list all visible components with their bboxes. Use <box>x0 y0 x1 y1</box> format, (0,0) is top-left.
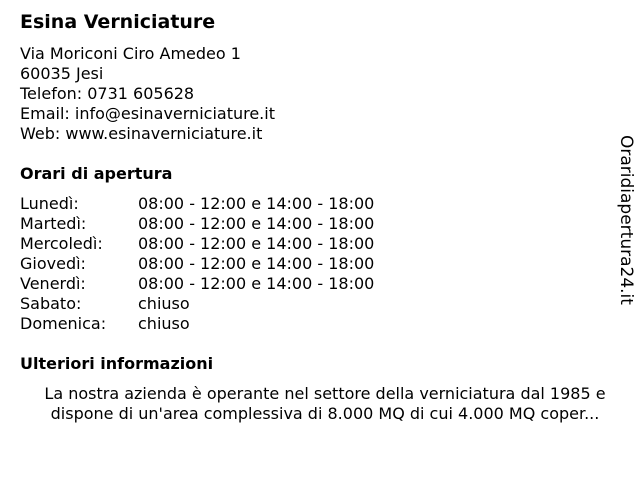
phone-line: Telefon: 0731 605628 <box>20 84 195 103</box>
site-watermark <box>612 135 638 311</box>
time-value: 08:00 - 12:00 e 14:00 - 18:00 <box>138 274 375 293</box>
description-line-1: La nostra azienda è operante nel settore della verniciatura dal 1985 e <box>44 384 606 403</box>
day-label: Lunedì: <box>20 194 79 213</box>
time-value: 08:00 - 12:00 e 14:00 - 18:00 <box>138 194 375 213</box>
web-line: Web: www.esinaverniciature.it <box>20 124 263 143</box>
info-heading: Ulteriori informazioni <box>20 354 214 373</box>
description-line-2: dispone di un'area complessiva di 8.000 MQ di cui 4.000 MQ coper... <box>50 404 600 423</box>
business-name: Esina Verniciature <box>20 11 216 33</box>
day-label: Venerdì: <box>20 274 86 293</box>
day-label: Sabato: <box>20 294 82 313</box>
day-label: Martedì: <box>20 214 87 233</box>
time-value: 08:00 - 12:00 e 14:00 - 18:00 <box>138 254 375 273</box>
day-label: Giovedì: <box>20 254 86 273</box>
description-text <box>20 384 630 424</box>
time-value: 08:00 - 12:00 e 14:00 - 18:00 <box>138 214 375 233</box>
time-value: chiuso <box>138 294 190 313</box>
contact-block <box>20 44 275 144</box>
hours-heading: Orari di apertura <box>20 164 173 183</box>
address-street: Via Moriconi Ciro Amedeo 1 <box>20 44 241 63</box>
day-label: Mercoledì: <box>20 234 103 253</box>
time-value: chiuso <box>138 314 190 333</box>
day-label: Domenica: <box>20 314 107 333</box>
time-value: 08:00 - 12:00 e 14:00 - 18:00 <box>138 234 375 253</box>
address-city: 60035 Jesi <box>20 64 104 83</box>
email-line: Email: info@esinaverniciature.it <box>20 104 275 123</box>
site-watermark-text: Oraridiapertura24.it <box>616 135 636 305</box>
